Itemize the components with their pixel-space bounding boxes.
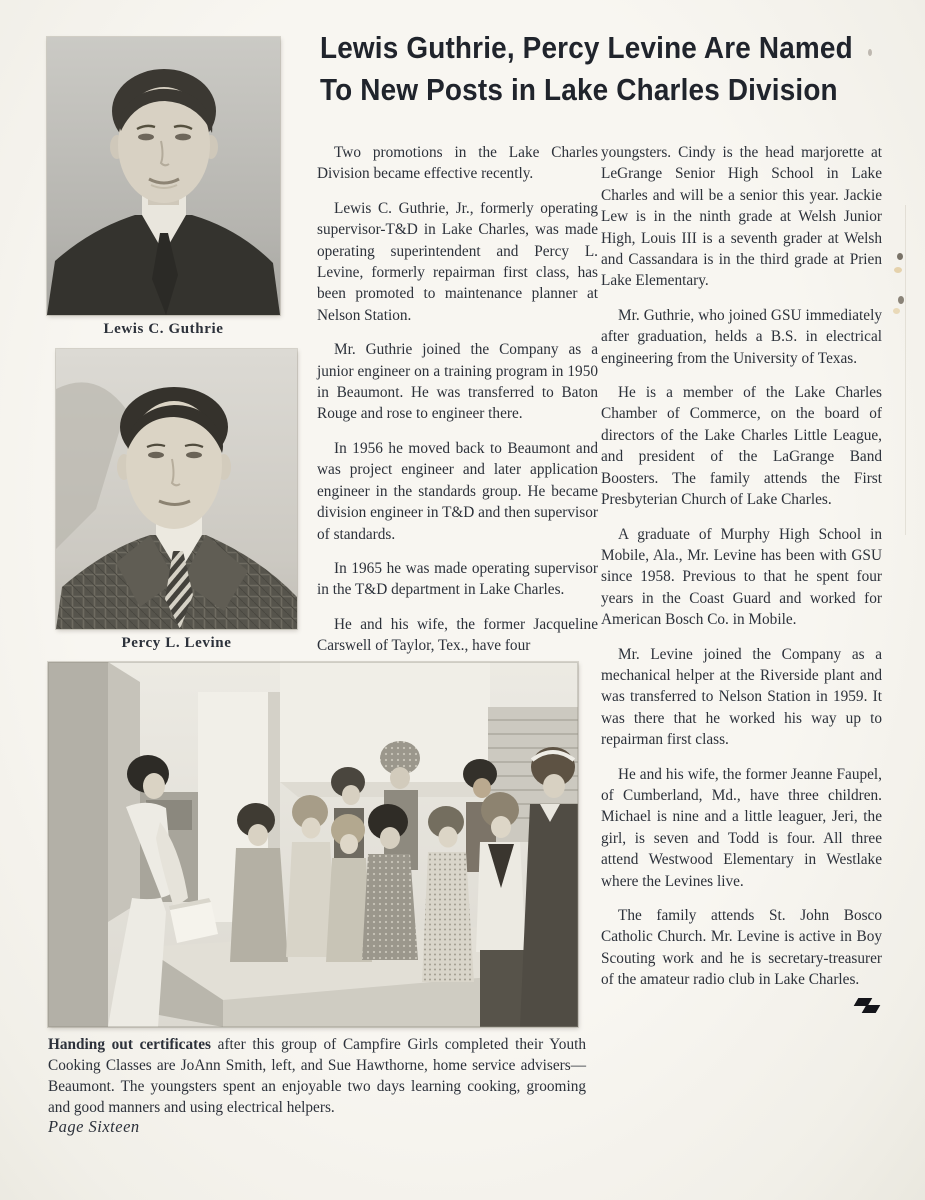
photo-label-levine: Percy L. Levine <box>121 635 232 651</box>
photo-caption <box>48 1034 586 1118</box>
body-paragraph: Mr. Levine joined the Company as a mechanical helper at the Riverside plant and was transferred to Nelson Station in 1959. It was there that he worked his way up to repairman first class. <box>601 645 882 749</box>
body-paragraph: He and his wife, the former Jeanne Faupel, of Cumberland, Md., have three children. Michael is nine and a little leaguer, Jeri, the girl, is seven and Todd is four. All three attend Westwood Elementary in Westlake where the Levines live. <box>601 765 882 890</box>
body-paragraph: youngsters. Cindy is the head marjorette at LeGrange Senior High School in Lake Charles and will be a senior this year. Jackie Lew is in the ninth grade at Welsh Junior High, Louis III is a seventh grader at Welsh and Cassandara is in the third grade at Prien Lake Elementary. <box>601 144 882 290</box>
headline-line-2: To New Posts in Lake Charles Division <box>320 72 838 107</box>
scan-speck <box>893 308 900 314</box>
article-headline <box>320 27 853 111</box>
portrait-levine-image <box>56 349 297 629</box>
scan-speck <box>898 296 904 304</box>
caption-lead-in: Handing out certificates <box>48 1036 211 1053</box>
portrait-guthrie-image <box>47 37 280 315</box>
body-paragraph: The family attends St. John Bosco Catholic Church. Mr. Levine is active in Boy Scouting work and he is secretary-treasurer of the amateur radio club in Lake Charles. <box>601 905 882 991</box>
headline-line-1: Lewis Guthrie, Percy Levine Are Named <box>320 30 853 65</box>
group-photo-image <box>48 662 578 1027</box>
body-paragraph: A graduate of Murphy High School in Mobile, Ala., Mr. Levine has been with GSU since 1958. Previous to that he spent four years in the Coast Guard and worked for American Bosch Co. in Mobile. <box>601 525 882 629</box>
photo-campfire-girls <box>48 662 578 1027</box>
photo-lewis-guthrie <box>47 37 280 315</box>
article-column-1 <box>317 142 598 670</box>
body-paragraph: In 1965 he was made operating supervisor in the T&D department in Lake Charles. <box>317 559 598 599</box>
photo-label-guthrie: Lewis C. Guthrie <box>103 321 224 337</box>
body-paragraph: In 1956 he moved back to Beaumont and was project engineer and later application engineer in the standards group. He became division engineer in T&D and then supervisor of standards. <box>317 439 598 543</box>
caption-text: after this group of Campfire Girls completed their Youth Cooking Classes are JoAnn Smith, left, and Sue Hawthorne, home service advisers—Beaumont. The youngsters spent an enjoyable two days learning cooking, grooming and good manners and using electrical helpers. <box>48 1036 587 1116</box>
scan-speck <box>894 267 902 273</box>
page-number: Page Sixteen <box>48 1117 140 1136</box>
body-paragraph: Two promotions in the Lake Charles Division became effective recently. <box>317 144 598 183</box>
end-mark-icon <box>852 998 882 1016</box>
page-edge-line <box>905 205 906 535</box>
photo-percy-levine <box>56 349 297 629</box>
article-column-2 <box>601 142 882 1016</box>
scan-speck <box>897 253 903 260</box>
body-paragraph: Lewis C. Guthrie, Jr., formerly operating supervisor-T&D in Lake Charles, was made operating superintendent and Percy L. Levine, formerly repairman first class, has been promoted to maintenance planner at Nelson Station. <box>317 199 598 324</box>
body-paragraph: He is a member of the Lake Charles Chamber of Commerce, on the board of directors of the Lake Charles Little League, and president of the LaGrange Band Boosters. The family attends the First Presbyterian Church of Lake Charles. <box>601 384 882 509</box>
scan-speck <box>868 49 872 56</box>
body-paragraph: Mr. Guthrie joined the Company as a junior engineer on a training program in 1950 in Beaumont. He was transferred to Baton Rouge and rose to engineer there. <box>317 341 598 423</box>
body-paragraph: Mr. Guthrie, who joined GSU immediately after graduation, helds a B.S. in electrical engineering from the University of Texas. <box>601 306 882 367</box>
body-paragraph: He and his wife, the former Jacqueline Carswell of Taylor, Tex., have four <box>317 615 598 655</box>
